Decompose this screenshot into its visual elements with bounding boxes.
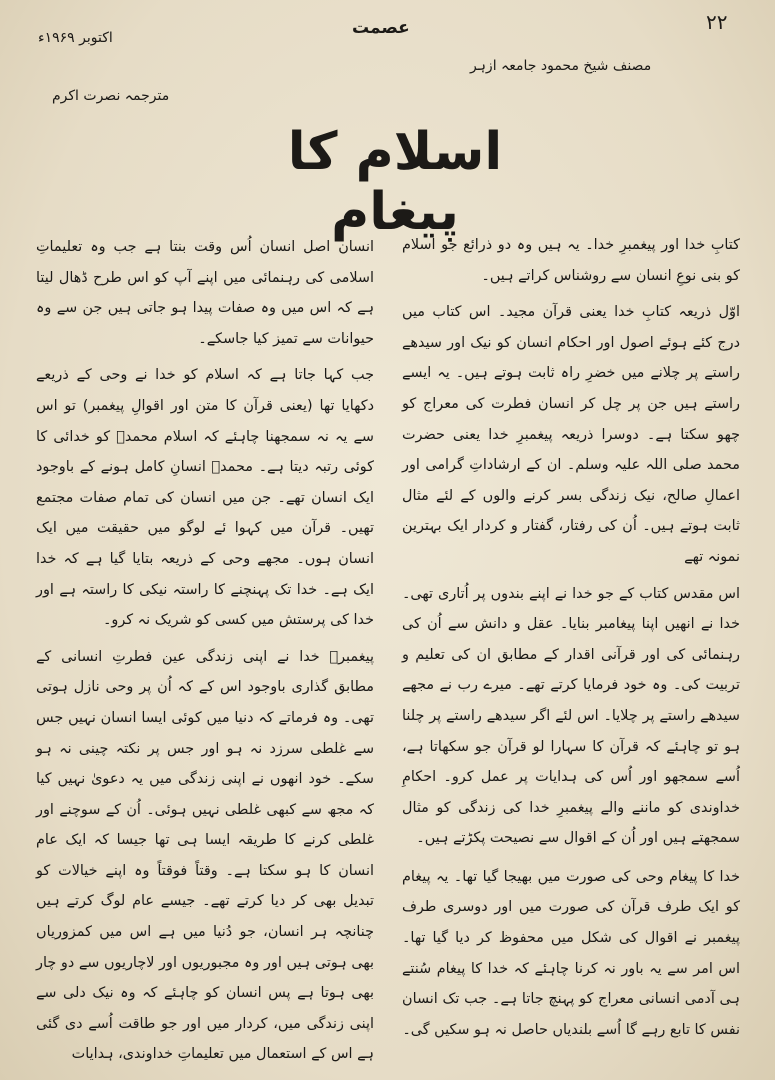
paragraph: انسان اصل انسان اُس وقت بنتا ہے جب وہ تعلیماتِ اسلامی کی رہنمائی میں اپنے آپ کو اس طرح ڈھال لیتا ہے کہ اس میں وہ صفات پیدا ہو جاتی ہیں جن سے وہ حیوانات سے تمیز کیا جاسکے۔ [36, 239, 374, 347]
paragraph: اوّل ذریعہ کتابِ خدا یعنی قرآن مجید۔ اس کتاب میں درج کئے ہوئے اصول اور احکام انسان کو نیک اور سیدھے راستے پر چلانے میں خضرِ راہ ثابت ہوتے ہیں۔ یہ ایسے راستے ہیں جن پر چل کر انسان فطرت کی معراج کو چھو سکتا ہے۔ دوسرا ذریعہ پیغمبرِ خدا یعنی حضرت محمد صلی اللہ علیہ وسلم۔ ان کے ارشاداتِ گرامی اور اعمالِ صالح، نیک زندگی بسر کرنے والوں کے لئے مثال ثابت ہوتے ہیں۔ اُن کی رفتار، گفتار و کردار ایک بہترین نمونہ تھے [402, 304, 740, 565]
left-column [36, 232, 374, 1076]
paragraph: خدا کا پیغام وحی کی صورت میں بھیجا گیا تھا۔ یہ پیغام کو ایک طرف قرآن کی صورت میں اور دوسری طرف پیغمبر نے اقوال کی شکل میں محفوظ کر دیا گیا تھا۔ اس امر سے یہ باور نہ کرنا چاہئے کہ خدا کا پیغام سُنتے ہی آدمی انسانی معراج کو پہنچ جاتا ہے۔ جب تک انسان نفس کا تابع رہے گا اُسے بلندیاں حاصل نہ ہو سکیں گی۔ [402, 868, 740, 1038]
paragraph: کتابِ خدا اور پیغمبرِ خدا۔ یہ ہیں وہ دو ذرائع جو اسلام کو بنی نوعِ انسان سے روشناس کراتے ہیں۔ [402, 237, 740, 284]
article-title: اسلام کا پیغام [287, 122, 503, 242]
right-column [402, 230, 740, 1051]
magazine-name: عصمت [352, 18, 410, 38]
paragraph: اس مقدس کتاب کے جو خدا نے اپنے بندوں پر اُتاری تھی۔ خدا نے انھیں اپنا پیغامبر بنایا۔ عقل و دانش سے اُن کی رہنمائی کی اور قرآنی اقدار کے مطابق ان کی تعلیم و تربیت کی۔ وہ خود فرمایا کرتے تھے۔ میرے رب نے مجھے سیدھے راستے پر چلایا۔ اس لئے اگر سیدھے راستے پر چلنا ہو تو چاہئے کہ قرآن کا سہارا لو قرآن جو سکھاتا ہے، اُسے سمجھو اور اُس کی ہدایات پر عمل کرو۔ احکامِ خداوندی کو ماننے والے پیغمبرِ خدا کی زندگی کو مثال سمجھتے ہیں اور اُن کے اقوال سے نصیحت پکڑتے ہیں۔ [402, 585, 740, 847]
issue-date: اکتوبر ۱۹۶۹ء [38, 30, 113, 46]
author-credit: مصنف شیخ محمود جامعہ ازہر [470, 58, 652, 74]
translator-credit: مترجمہ نصرت اکرم [52, 88, 170, 104]
paragraph: پیغمبرؐ خدا نے اپنی زندگی عین فطرتِ انسانی کے مطابق گذاری باوجود اس کے کہ اُن پر وحی نازل ہوتی تھی۔ وہ فرماتے کہ دنیا میں کوئی ایسا انسان نہیں جس سے غلطی سرزد نہ ہو اور جس پر نکتہ چینی نہ ہو سکے۔ خود انھوں نے اپنی زندگی میں یہ دعویٰ نہیں کیا کہ مجھ سے کبھی غلطی نہیں ہوئی۔ اُن کے سوچنے اور غلطی کرنے کا طریقہ ایسا ہی تھا جیسا کہ ایک عام انسان کا ہو سکتا ہے۔ وقتاً فوقتاً وہ اپنے خیالات کو تبدیل بھی کر دیا کرتے تھے۔ جیسے عام لوگ کرتے ہیں چنانچہ ہر انسان، جو دُنیا میں ہے اس میں کمزوریاں بھی ہوتی ہیں اور وہ مجبوریوں اور لاچاریوں سے دو چار بھی ہوتا ہے پس انسان کو چاہئے کہ وہ نیک دلی سے اپنی زندگی میں، کردار میں اور جو طاقت اُسے دی گئی ہے اس کے استعمال میں تعلیماتِ خداوندی، ہدایات [36, 648, 374, 1063]
page-number: ۲۲ [706, 10, 728, 34]
paragraph: جب کہا جاتا ہے کہ اسلام کو خدا نے وحی کے ذریعے دکھایا تھا (یعنی قرآن کا متن اور اقوالِ پیغمبر) تو اس سے یہ نہ سمجھنا چاہئے کہ اسلام محمدؐ کو خدائی کا کوئی رتبہ دیتا ہے۔ محمدؐ انسانِ کامل ہونے کے باوجود ایک انسان تھے۔ جن میں انسان کی تمام صفات مجتمع تھیں۔ قرآن میں کہوا ئے لوگو میں حقیقت میں ایک انسان ہوں۔ مجھے وحی کے ذریعہ بتایا گیا ہے کہ خدا ایک ہے۔ خدا تک پہنچنے کا راستہ نیکی کا راستہ ہے اور خدا کی پرستش میں کسی کو شریک نہ کرو۔ [36, 367, 374, 629]
